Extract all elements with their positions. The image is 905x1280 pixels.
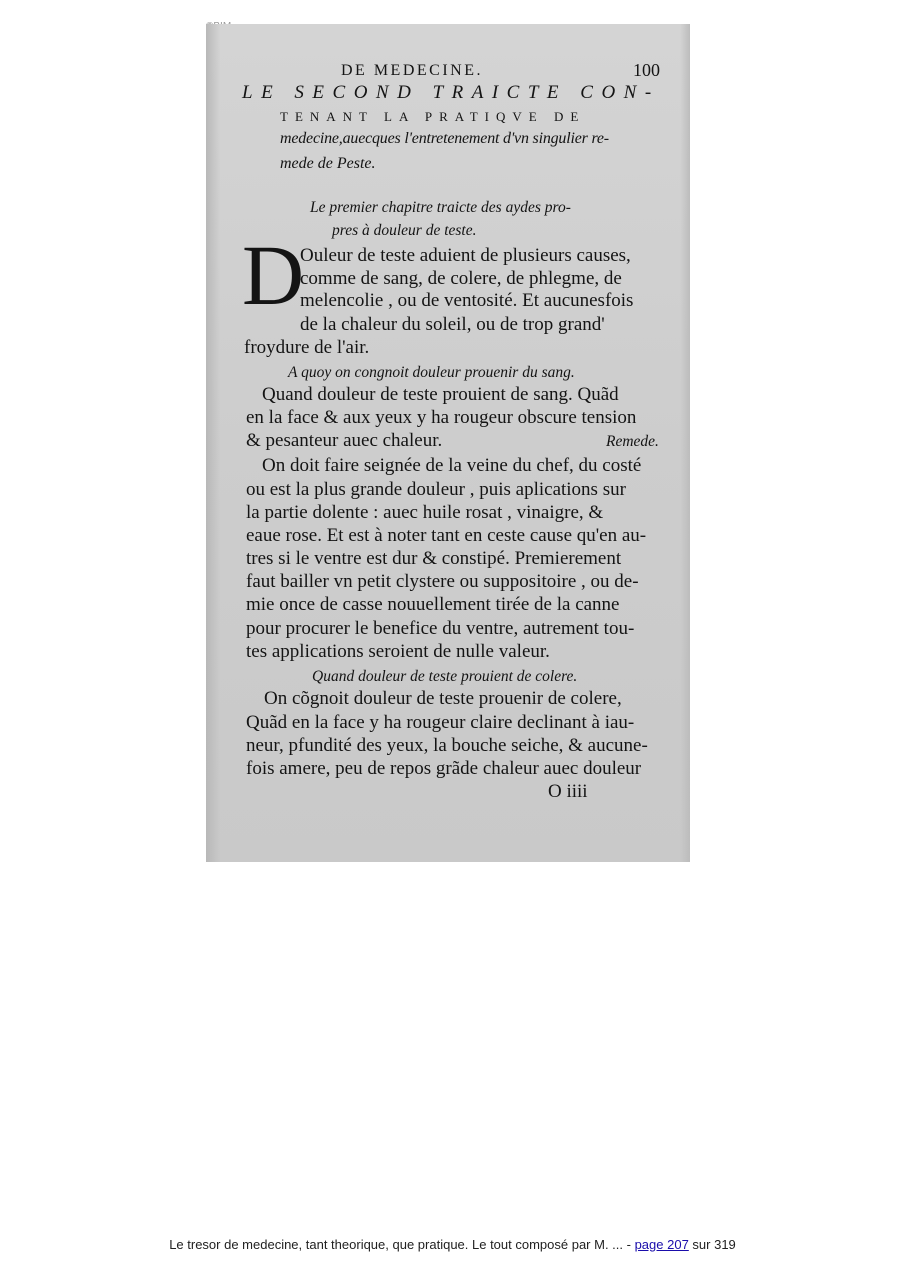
body-line: froydure de l'air. (244, 337, 370, 358)
footer-title: Le tresor de medecine, tant theorique, que pratique. Le tout composé par M. ... - (169, 1237, 635, 1252)
treatise-title-line-1: LE SECOND TRAICTE CON- (242, 82, 660, 103)
body-line: Quãd en la face y ha rougeur claire declinant à iau- (246, 712, 635, 733)
running-head: DE MEDECINE. (341, 62, 483, 79)
treatise-title-line-2: TENANT LA PRATIQVE DE (280, 109, 586, 124)
body-line: comme de sang, de colere, de phlegme, de (300, 268, 622, 289)
body-line: mie once de casse nouuellement tirée de la canne (246, 594, 620, 615)
chapter-heading-line-1: Le premier chapitre traicte des aydes pro- (310, 199, 571, 216)
body-line: la partie dolente : auec huile rosat , vinaigre, & (246, 502, 604, 523)
footer-total: sur 319 (688, 1237, 736, 1252)
body-line: de la chaleur du soleil, ou de trop grand' (300, 314, 605, 335)
body-line: On doit faire seignée de la veine du chef, du costé (262, 455, 642, 476)
page-number: 100 (633, 60, 660, 80)
body-line: fois amere, peu de repos grãde chaleur auec douleur (246, 758, 642, 779)
footer-caption (0, 1237, 905, 1252)
body-line: melencolie , ou de ventosité. Et aucunesfois (300, 290, 634, 311)
drop-cap: D (242, 227, 305, 323)
section-heading-colere: Quand douleur de teste prouient de colere. (312, 668, 578, 685)
body-line: eaue rose. Et est à noter tant en ceste cause qu'en au- (246, 525, 647, 546)
body-line: tres si le ventre est dur & constipé. Premierement (246, 548, 622, 569)
body-line: Quand douleur de teste prouient de sang. Quãd (262, 384, 619, 405)
body-line: Ouleur de teste aduient de plusieurs causes, (300, 245, 631, 266)
body-line: tes applications seroient de nulle valeur. (246, 641, 550, 662)
body-line: ou est la plus grande douleur , puis aplications sur (246, 479, 626, 500)
page-link[interactable]: page 207 (634, 1237, 689, 1252)
signature-mark: O iiii (548, 781, 588, 802)
body-line: en la face & aux yeux y ha rougeur obscure tension (246, 407, 637, 428)
treatise-title-line-4: mede de Peste. (280, 155, 376, 172)
chapter-heading-line-2: pres à douleur de teste. (332, 222, 477, 239)
body-line: pour procurer le benefice du ventre, autrement tou- (246, 618, 635, 639)
section-heading-sang: A quoy on congnoit douleur prouenir du sang. (288, 364, 575, 381)
scanned-page-image (206, 24, 690, 862)
body-line: & pesanteur auec chaleur. (246, 430, 443, 451)
remede-label: Remede. (606, 433, 659, 450)
body-line: neur, pfundité des yeux, la bouche seiche, & aucune- (246, 735, 648, 756)
body-line: faut bailler vn petit clystere ou suppositoire , ou de- (246, 571, 639, 592)
treatise-title-line-3: medecine,auecques l'entretenement d'vn singulier re- (280, 130, 609, 147)
body-line: On cõgnoit douleur de teste prouenir de colere, (264, 688, 622, 709)
